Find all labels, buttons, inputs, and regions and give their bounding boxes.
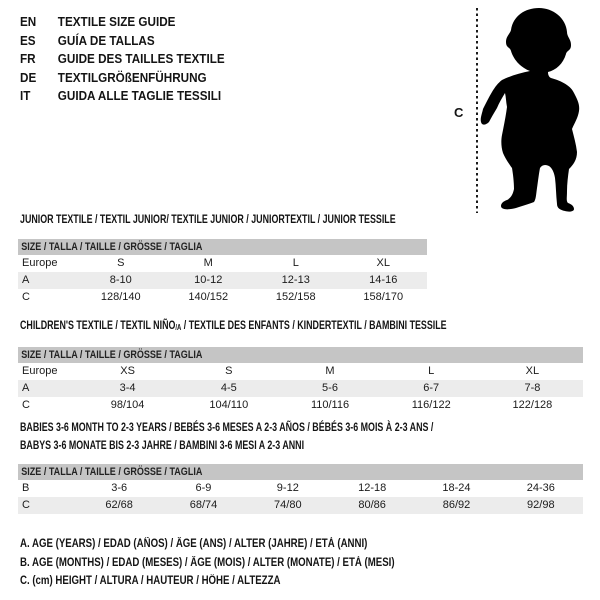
language-title-list: [20, 13, 247, 106]
row-label-cell: B: [22, 482, 30, 494]
baby-silhouette-icon: [478, 4, 590, 214]
language-title: GUIDA ALLE TAGLIE TESSILI: [57, 88, 222, 103]
language-row: [20, 87, 247, 106]
footnote-list: [20, 535, 466, 591]
value-cell: 12-18: [358, 482, 387, 494]
value-cell: S: [117, 257, 125, 269]
babies-size-table: [18, 480, 583, 514]
table-row: [18, 380, 583, 397]
table-row: [18, 363, 583, 380]
value-cell: 14-16: [369, 274, 398, 286]
value-cell: 24-36: [526, 482, 555, 494]
value-cell: XS: [120, 365, 135, 377]
title-subscript: /A: [175, 323, 182, 332]
value-cell: 104/110: [209, 399, 249, 411]
value-cell: L: [428, 365, 435, 377]
footnote: C. (cm) HEIGHT / ALTURA / HAUTEUR / HÖHE / ALTEZZA: [20, 575, 281, 587]
table-row: [18, 480, 583, 497]
size-header-bar: SIZE / TALLA / TAILLE / GRÖSSE / TAGLIA: [18, 239, 427, 255]
children-size-table: [18, 363, 583, 414]
value-cell: 110/116: [310, 399, 350, 411]
value-cell: M: [325, 365, 335, 377]
language-code: IT: [20, 88, 31, 103]
value-cell: 140/152: [188, 291, 229, 303]
row-label-cell: C: [22, 399, 30, 411]
language-code: FR: [20, 51, 36, 66]
row-label-cell: A: [22, 382, 30, 394]
table-row: [18, 255, 427, 272]
value-cell: S: [225, 365, 233, 377]
language-row: [20, 32, 247, 51]
table-row: [18, 272, 427, 289]
value-cell: 18-24: [442, 482, 471, 494]
footnote: A. AGE (YEARS) / EDAD (AÑOS) / ÂGE (ANS) / ALTER (JAHRE) / ETÀ (ANNI): [20, 538, 368, 550]
size-header-bar: SIZE / TALLA / TAILLE / GRÖSSE / TAGLIA: [18, 347, 583, 363]
value-cell: 12-13: [281, 274, 310, 286]
value-cell: XL: [525, 365, 540, 377]
size-header-bar: SIZE / TALLA / TAILLE / GRÖSSE / TAGLIA: [18, 464, 583, 480]
value-cell: 3-4: [119, 382, 136, 394]
value-cell: 116/122: [411, 399, 451, 411]
language-title: TEXTILE SIZE GUIDE: [57, 14, 176, 29]
row-label-cell: Europe: [22, 257, 58, 269]
value-cell: M: [203, 257, 213, 269]
table-title-junior: JUNIOR TEXTILE / TEXTIL JUNIOR/ TEXTILE JUNIOR / JUNIORTEXTIL / JUNIOR TESSILE: [20, 212, 396, 226]
value-cell: 10-12: [194, 274, 223, 286]
value-cell: 92/98: [527, 499, 555, 511]
language-row: [20, 50, 247, 69]
table-title-babies: BABIES 3-6 MONTH TO 2-3 YEARS / BEBÉS 3-6 MESES A 2-3 AÑOS / BÉBÉS 3-6 MOIS À 2-3 ANS / BABYS 3-6 MONATE BIS 2-3 JAHRE / BAMBINI 3-6 MESI A 2-3 ANNI: [20, 420, 434, 452]
value-cell: 8-10: [109, 274, 132, 286]
value-cell: 62/68: [105, 499, 133, 511]
row-label-cell: C: [22, 499, 30, 511]
value-cell: 9-12: [276, 482, 299, 494]
language-code: DE: [20, 69, 37, 85]
language-row: [20, 69, 247, 88]
value-cell: XL: [376, 257, 390, 269]
value-cell: 68/74: [189, 499, 218, 511]
value-cell: 3-6: [111, 482, 128, 494]
value-cell: 74/80: [274, 499, 302, 511]
value-cell: 128/140: [100, 291, 141, 303]
value-cell: 6-9: [195, 482, 212, 494]
language-row: [20, 13, 247, 32]
table-row: [18, 397, 583, 414]
value-cell: 86/92: [442, 499, 471, 511]
junior-size-table: [18, 255, 427, 306]
language-title: GUIDE DES TAILLES TEXTILE: [57, 51, 225, 66]
language-code: ES: [20, 32, 36, 48]
footnote: B. AGE (MONTHS) / EDAD (MESES) / ÂGE (MOIS) / ALTER (MONATE) / ETÀ (MESI): [20, 556, 395, 569]
value-cell: 158/170: [363, 291, 404, 303]
value-cell: 152/158: [275, 291, 316, 303]
table-row: [18, 289, 427, 306]
row-label-cell: Europe: [22, 365, 58, 377]
language-title: GUÍA DE TALLAS: [57, 32, 155, 48]
value-cell: 4-5: [220, 382, 237, 394]
value-cell: 98/104: [110, 399, 145, 411]
value-cell: 5-6: [322, 382, 338, 394]
value-cell: L: [292, 257, 299, 269]
height-measure-label: C: [454, 105, 464, 120]
value-cell: 80/86: [358, 499, 386, 511]
table-row: [18, 497, 583, 514]
row-label-cell: A: [22, 274, 30, 286]
table-title-children: CHILDREN'S TEXTILE / TEXTIL NIÑO/A / TEXTILE DES ENFANTS / KINDERTEXTIL / BAMBINI TESSILE: [20, 318, 447, 332]
row-label-cell: C: [22, 291, 30, 303]
language-code: EN: [20, 14, 37, 29]
value-cell: 122/128: [512, 399, 553, 411]
value-cell: 7-8: [524, 382, 541, 394]
value-cell: 6-7: [423, 382, 440, 394]
language-title: TEXTILGRÖßENFÜHRUNG: [57, 69, 207, 85]
